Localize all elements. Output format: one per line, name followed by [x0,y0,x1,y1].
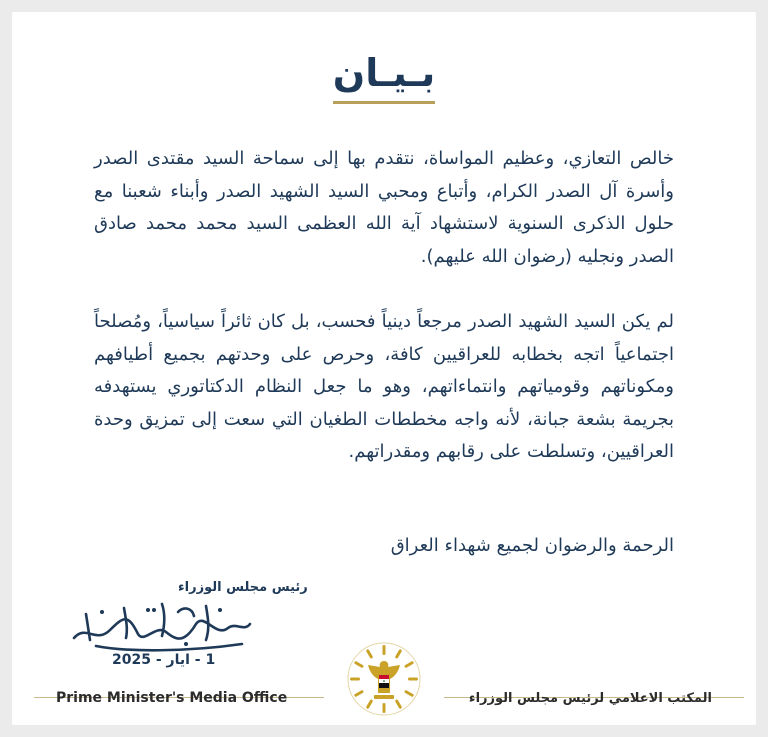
closing-line: الرحمة والرضوان لجميع شهداء العراق [390,535,674,556]
svg-text:محمد شياع السوداني: محمد شياع السوداني [161,634,170,635]
paragraph-tribute: لم يكن السيد الشهيد الصدر مرجعاً دينياً فحسب، بل كان ثائراً سياسياً، ومُصلحاً اجتماعياً اتجه بخطابه للعراقيين كافة، وحرص على وحدتهم بجميع أطيافهم ومكوناتهم وقومياتهم وانتماءاتهم، وهو ما جعل النظام الدكتاتوري يستهدفه بجريمة بشعة جبانة، لأنه واجه مخططات الطغيان التي سعت إلى تمزيق وحدة العراقيين، وتسلطت على رقابهم ومقدراتهم. [94,311,674,462]
title-underline [333,101,435,104]
iraq-coat-of-arms-icon [346,641,422,717]
signature-role: رئيس مجلس الوزراء [178,580,308,595]
footer-arabic-office: المكتب الاعلامي لرئيس مجلس الوزراء [468,691,712,706]
paragraph-condolences: خالص التعازي، وعظيم المواساة، نتقدم بها إلى سماحة السيد مقتدى الصدر وأسرة آل الصدر الكرام، وأتباع ومحبي السيد الشهيد الصدر وأبناء شعبنا مع حلول الذكرى السنوية لاستشهاد آية الله العظمى السيد محمد محمد صادق الصدر ونجليه (رضوان الله عليهم). [94,148,674,267]
handwritten-signature [66,594,256,654]
statement-date: 1 - ايار - 2025 [112,652,216,668]
footer-english-office: Prime Minister's Media Office [56,690,288,706]
statement-title: بـيـان [332,51,436,95]
